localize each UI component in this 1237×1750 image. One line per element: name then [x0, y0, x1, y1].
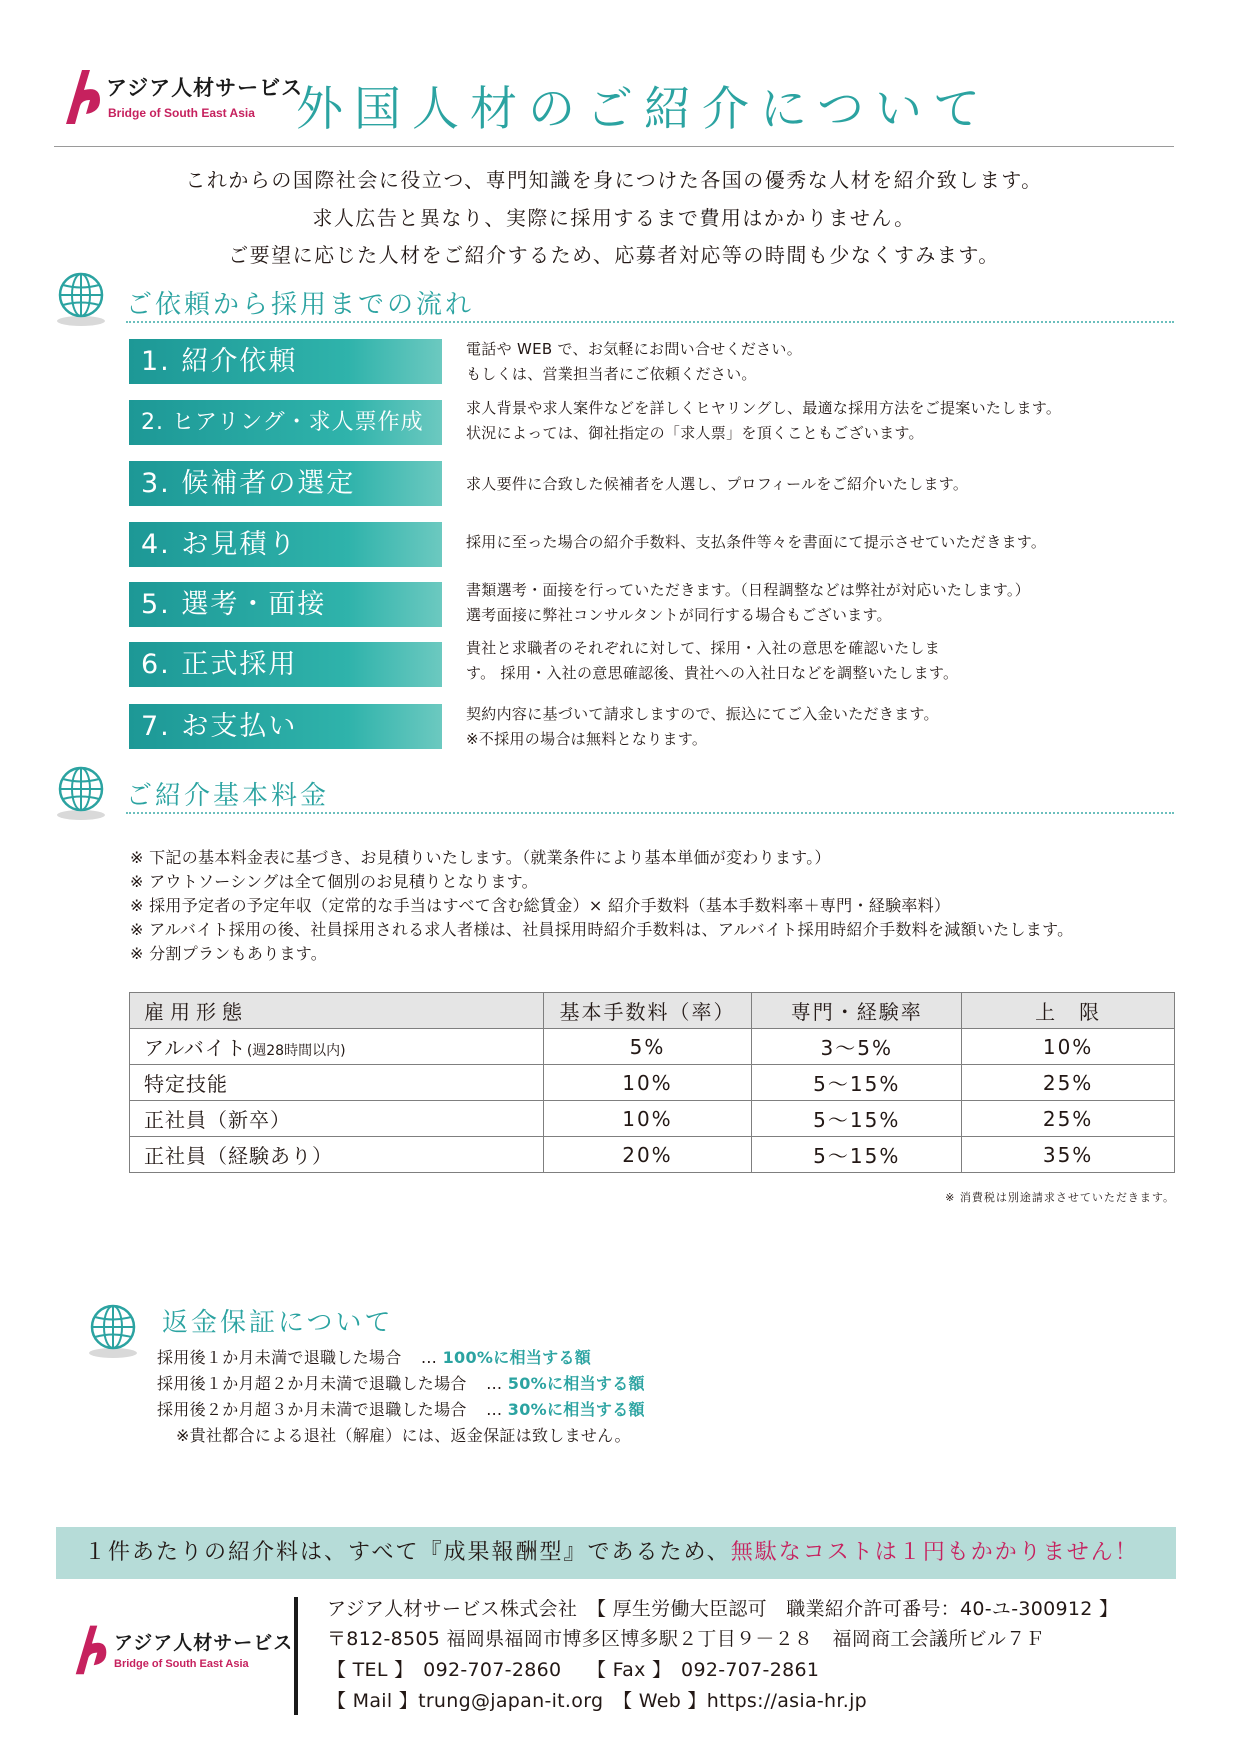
step-7-desc-1: 契約内容に基づいて請求しますので、振込にてご入金いただきます。 [466, 705, 939, 723]
fees-section-divider [126, 812, 1174, 814]
step-3-label: 3. 候補者の選定 [129, 461, 442, 506]
cell-cap: 35% [962, 1137, 1175, 1173]
tax-note: ※ 消費税は別途請求させていただきます。 [945, 1191, 1175, 1204]
fees-section-title: ご紹介基本料金 [126, 781, 330, 811]
header-divider [54, 146, 1174, 147]
step-7-label: 7. お支払い [129, 704, 442, 749]
header-logo [60, 66, 304, 128]
table-row [130, 1101, 1175, 1137]
banner-text: １件あたりの紹介料は、すべて『成果報酬型』であるため、 [84, 1540, 731, 1565]
table-header-base-rate: 基本手数料（率） [543, 993, 752, 1029]
flow-section-title: ご依頼から採用までの流れ [126, 290, 475, 320]
table-header-employment: 雇用形態 [130, 993, 544, 1029]
intro-line-1: これからの国際社会に役立つ、専門知識を身につけた各国の優秀な人材を紹介致します。 [185, 168, 1043, 192]
banner-accent-text: 無駄なコストは１円もかかりません！ [730, 1540, 1139, 1565]
cell-expertise-rate: 3〜5% [752, 1029, 962, 1065]
cell-employment-type [130, 1029, 544, 1065]
step-6-label: 6. 正式採用 [129, 642, 442, 687]
logo-a-icon [70, 1622, 112, 1676]
cell-cap: 10% [962, 1029, 1175, 1065]
footer-divider [294, 1597, 298, 1715]
fee-table [129, 992, 1175, 1173]
step-2-desc-1: 求人背景や求人案件などを詳しくヒヤリングし、最適な採用方法をご提案いたします。 [466, 399, 1062, 417]
cell-base-rate: 5% [543, 1029, 752, 1065]
step-5-desc-1: 書類選考・面接を行っていただきます。（日程調整などは弊社が対応いたします。） [466, 581, 1031, 599]
refund-separator: … [486, 1374, 503, 1393]
step-7-desc-2: ※不採用の場合は無料となります。 [466, 730, 708, 748]
cell-base-rate: 20% [543, 1137, 752, 1173]
fee-note-2: ※ アウトソーシングは全て個別のお見積りとなります。 [130, 872, 538, 891]
fee-note-5: ※ 分割プランもあります。 [130, 944, 328, 963]
refund-item-2 [157, 1371, 645, 1394]
refund-item-1 [157, 1345, 591, 1368]
step-1-desc-1: 電話や WEB で、お気軽にお問い合せください。 [466, 340, 803, 358]
fee-note-3: ※ 採用予定者の予定年収（定常的な手当はすべて含む総賃金）× 紹介手数料（基本手数料率＋専門・経験率料） [130, 896, 951, 915]
globe-icon [54, 270, 110, 328]
step-6-desc-2: す。 採用・入社の意思確認後、貴社への入社日などを調整いたします。 [466, 664, 959, 682]
step-4-label: 4. お見積り [129, 522, 442, 567]
cell-cap: 25% [962, 1065, 1175, 1101]
employment-type-note: (週28時間以内) [246, 1043, 346, 1059]
cell-expertise-rate: 5〜15% [752, 1101, 962, 1137]
step-3-desc-1: 求人要件に合致した候補者を人選し、プロフィールをご紹介いたします。 [466, 475, 969, 493]
refund-separator: … [420, 1348, 438, 1367]
step-1-label: 1. 紹介依頼 [129, 339, 442, 384]
step-2-label: 2. ヒアリング・求人票作成 [129, 400, 442, 445]
cell-expertise-rate: 5〜15% [752, 1137, 962, 1173]
step-6-desc-1: 貴社と求職者のそれぞれに対して、採用・入社の意思を確認いたしま [466, 639, 941, 657]
table-header-row [130, 993, 1175, 1029]
refund-amount: 30%に相当する額 [507, 1400, 645, 1419]
step-5-label: 5. 選考・面接 [129, 582, 442, 627]
step-5-desc-2: 選考面接に弊社コンサルタントが同行する場合もございます。 [466, 606, 892, 624]
footer-logo [70, 1622, 294, 1678]
refund-amount: 50%に相当する額 [507, 1374, 645, 1393]
footer-tel-fax: 【 TEL 】 092-707-2860 【 Fax 】 092-707-2861 [327, 1659, 820, 1681]
table-row [130, 1029, 1175, 1065]
footer-mail-web: 【 Mail 】trung@japan-it.org 【 Web 】https://asia-hr.jp [327, 1690, 868, 1712]
step-1-desc-2: もしくは、営業担当者にご依頼ください。 [466, 365, 757, 383]
fee-note-1: ※ 下記の基本料金表に基づき、お見積りいたします。（就業条件により基本単価が変わります。） [130, 848, 831, 867]
cell-employment-type: 正社員（新卒） [130, 1101, 544, 1137]
logo-name: アジア人材サービス [114, 1632, 294, 1654]
table-row [130, 1065, 1175, 1101]
cell-employment-type: 特定技能 [130, 1065, 544, 1101]
logo-subtitle: Bridge of South East Asia [108, 106, 255, 120]
cell-base-rate: 10% [543, 1101, 752, 1137]
cell-employment-type: 正社員（経験あり） [130, 1137, 544, 1173]
globe-icon [54, 764, 110, 822]
cell-base-rate: 10% [543, 1065, 752, 1101]
table-row [130, 1137, 1175, 1173]
table-header-expertise-rate: 専門・経験率 [752, 993, 962, 1029]
refund-section-title: 返金保証について [162, 1308, 394, 1338]
refund-item-3 [157, 1397, 645, 1420]
footer-company: アジア人材サービス株式会社 【 厚生労働大臣認可 職業紹介許可番号：40-ユ-300912 】 [327, 1598, 1119, 1620]
flow-section-divider [126, 321, 1174, 323]
globe-icon [86, 1302, 142, 1360]
fee-note-4: ※ アルバイト採用の後、社員採用される求人者様は、社員採用時紹介手数料は、アルバイト採用時紹介手数料を減額いたします。 [130, 920, 1074, 939]
logo-subtitle: Bridge of South East Asia [114, 1658, 249, 1670]
refund-amount: 100%に相当する額 [442, 1348, 592, 1367]
logo-name: アジア人材サービス [106, 76, 304, 100]
cell-expertise-rate: 5〜15% [752, 1065, 962, 1101]
footer-address: 〒812-8505 福岡県福岡市博多区博多駅２丁目９－２８ 福岡商工会議所ビル７Ｆ [327, 1628, 1045, 1650]
refund-condition: 採用後１か月超２か月未満で退職した場合 [157, 1374, 467, 1393]
cell-cap: 25% [962, 1101, 1175, 1137]
cost-banner [56, 1527, 1176, 1579]
refund-condition: 採用後１か月未満で退職した場合 [157, 1348, 402, 1367]
step-2-desc-2: 状況によっては、御社指定の「求人票」を頂くこともございます。 [466, 424, 924, 442]
table-header-cap: 上 限 [962, 993, 1175, 1029]
refund-separator: … [486, 1400, 503, 1419]
employment-type: アルバイト [144, 1036, 247, 1060]
step-4-desc-1: 採用に至った場合の紹介手数料、支払条件等々を書面にて提示させていただきます。 [466, 533, 1047, 551]
intro-line-2: 求人広告と異なり、実際に採用するまで費用はかかりません。 [312, 206, 916, 230]
page-title: 外国人材のご紹介について [296, 82, 992, 137]
refund-note: ※貴社都合による退社（解雇）には、返金保証は致しません。 [176, 1426, 631, 1445]
logo-a-icon [60, 66, 106, 126]
intro-line-3: ご要望に応じた人材をご紹介するため、応募者対応等の時間も少なくすみます。 [228, 243, 1000, 267]
refund-condition: 採用後２か月超３か月未満で退職した場合 [157, 1400, 467, 1419]
